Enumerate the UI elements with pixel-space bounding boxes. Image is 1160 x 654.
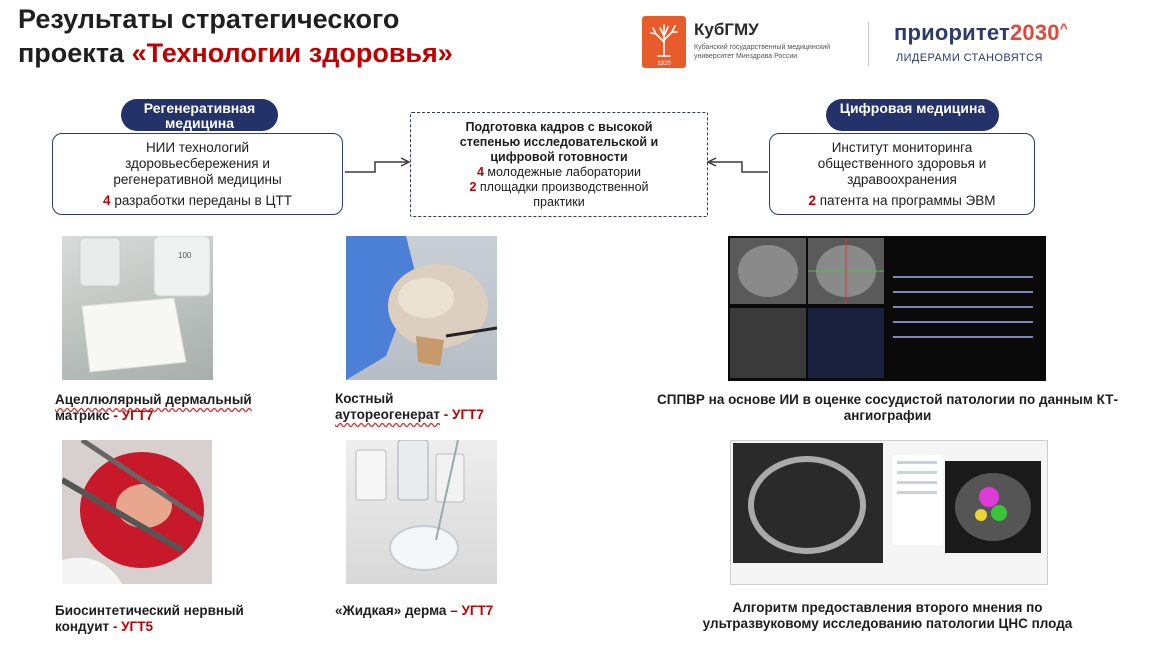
photo-dermal-matrix [62, 236, 213, 380]
box-regenerative-institute [52, 133, 343, 215]
caption-derma-text: «Жидкая» дерма [335, 603, 447, 618]
kubgmu-year: 1920 [657, 61, 671, 67]
training-stat-1 [411, 165, 707, 180]
title-highlight: «Технологии здоровья» [131, 38, 453, 68]
title-line-1: Результаты стратегического [18, 4, 400, 34]
page-title [18, 2, 638, 70]
priority-number: 2030 [1009, 20, 1060, 45]
logo-divider [868, 22, 869, 66]
regenerative-stat-text: разработки переданы в ЦТТ [114, 193, 292, 208]
priority-caret-icon: ^ [1059, 20, 1069, 36]
caption-nerve-line1: Биосинтетический нервный [55, 603, 244, 618]
training-stat-2 [411, 180, 707, 210]
caption-bone-autoregenerate [335, 391, 535, 423]
training-stat-1-number: 4 [476, 165, 484, 179]
monitoring-stat [770, 193, 1034, 209]
kubgmu-subtitle: Кубанский государственный медицинский университет Минздрава России [694, 44, 831, 60]
kubgmu-tree-logo-icon [642, 16, 686, 68]
pill-digital-medicine: Цифровая медицина [826, 99, 999, 131]
monitoring-stat-text: патента на программы ЭВМ [819, 193, 996, 208]
caption-dermal-matrix [55, 392, 285, 424]
caption-nerve-ugt: - УГТ5 [112, 619, 153, 634]
training-stat-2-text: площадки производственной практики [479, 180, 649, 209]
caption-bone-ugt: - УГТ7 [443, 407, 484, 422]
priority-word: приоритет [894, 20, 1010, 45]
photo-liquid-derma [346, 440, 497, 584]
box-monitoring-institute [769, 133, 1035, 215]
training-stat-2-number: 2 [469, 180, 477, 194]
arrow-right-icon [343, 158, 413, 178]
title-line-2 [18, 36, 638, 70]
beaker-mark: 100 [178, 251, 192, 260]
priority-2030-logo [894, 20, 1068, 46]
regenerative-institute-text: НИИ технологий здоровьесбережения и регенеративной медицины [113, 140, 282, 187]
regenerative-stat [53, 193, 342, 209]
caption-derma-ugt: – УГТ7 [450, 603, 494, 618]
monitoring-institute-text: Институт мониторинга общественного здоровья и здравоохранения [817, 140, 987, 187]
caption-dermal-matrix-line2: матрикс [55, 408, 110, 423]
photo-ultrasound-software [730, 440, 1048, 585]
title-prefix: проекта [18, 38, 132, 68]
photo-ct-angiography [728, 236, 1046, 381]
caption-nerve-conduit [55, 603, 285, 635]
training-stat-1-text: молодежные лаборатории [487, 165, 642, 179]
caption-bone-line2: аутореогенерат [335, 407, 441, 422]
photo-nerve-conduit [62, 440, 212, 584]
caption-bone-line1: Костный [335, 391, 394, 406]
caption-nerve-line2: кондуит [55, 619, 110, 634]
pill-regenerative-medicine: Регенеративная медицина [121, 99, 278, 131]
monitoring-stat-number: 2 [808, 193, 816, 208]
regenerative-stat-number: 4 [103, 193, 111, 208]
arrow-left-icon [706, 158, 770, 178]
caption-dermal-matrix-line1: Ацеллюлярный дермальный [55, 392, 252, 407]
caption-ultrasound-algorithm: Алгоритм предоставления второго мнения по ультразвуковому исследованию патологии ЦНС плода [702, 600, 1073, 631]
box-personnel-training [410, 112, 708, 217]
caption-dermal-matrix-ugt: - УГТ7 [113, 408, 154, 423]
priority-subtitle: ЛИДЕРАМИ СТАНОВЯТСЯ [896, 52, 1043, 64]
caption-liquid-derma [335, 603, 555, 619]
photo-bone-autoregenerate [346, 236, 497, 380]
training-heading: Подготовка кадров с высокой степенью исследовательской и цифровой готовности [459, 120, 659, 164]
kubgmu-name: КубГМУ [694, 20, 759, 39]
caption-sppvr: СППВР на основе ИИ в оценке сосудистой патологии по данным КТ-ангиографии [657, 392, 1118, 423]
